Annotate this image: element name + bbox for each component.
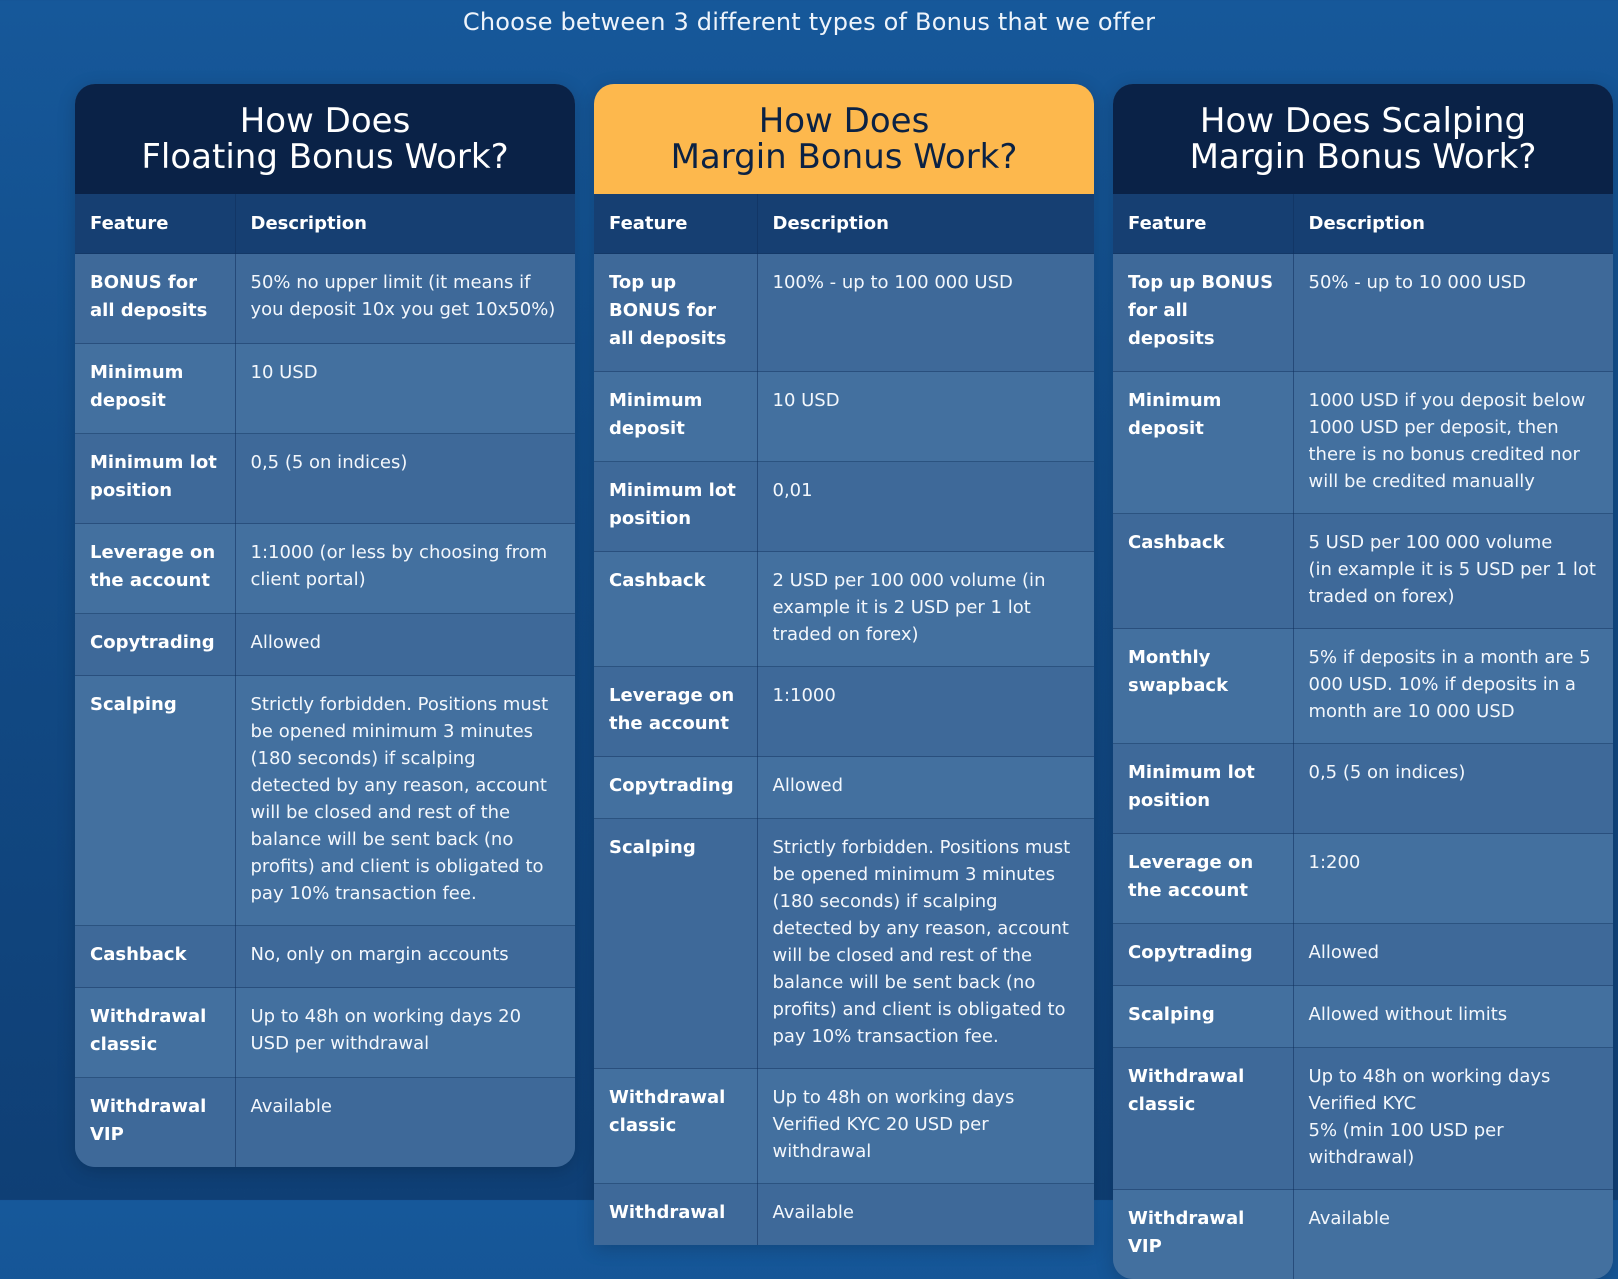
table-row (594, 372, 1094, 462)
feature-cell: Scalping (75, 676, 235, 926)
description-cell: 1:1000 (757, 667, 1094, 757)
description-cell: Up to 48h on working days Verified KYC 5% (min 100 USD per withdrawal) (1293, 1048, 1613, 1190)
description-cell: Strictly forbidden. Positions must be opened minimum 3 minutes (180 seconds) if scalping detected by any reason, account will be closed and rest of the balance will be sent back (no profits) and client is obligated to pay 10% transaction fee. (235, 676, 575, 926)
table-row (594, 757, 1094, 819)
description-cell: Up to 48h on working days 20 USD per withdrawal (235, 988, 575, 1078)
description-column-header: Description (235, 194, 575, 254)
feature-cell: Leverage on the account (594, 667, 757, 757)
description-cell: 0,5 (5 on indices) (235, 434, 575, 524)
description-cell: 1:200 (1293, 834, 1613, 924)
feature-cell: Withdrawal classic (594, 1069, 757, 1184)
table-row (1113, 744, 1613, 834)
table-row (594, 1184, 1094, 1246)
feature-cell: Minimum deposit (1113, 372, 1293, 514)
table-row (75, 614, 575, 676)
table-header-row (1113, 194, 1613, 254)
description-cell: 1:1000 (or less by choosing from client portal) (235, 524, 575, 614)
feature-column-header: Feature (75, 194, 235, 254)
feature-cell: BONUS for all deposits (75, 254, 235, 344)
feature-cell: Minimum lot position (1113, 744, 1293, 834)
description-cell: 10 USD (757, 372, 1094, 462)
table-row (594, 667, 1094, 757)
scalping-margin-bonus-title: How Does Scalping Margin Bonus Work? (1113, 84, 1613, 194)
feature-cell: Withdrawal VIP (1113, 1190, 1293, 1279)
description-cell: 50% - up to 10 000 USD (1293, 254, 1613, 372)
table-row (75, 988, 575, 1078)
table-row (1113, 629, 1613, 744)
description-cell: 5% if deposits in a month are 5 000 USD. 10% if deposits in a month are 10 000 USD (1293, 629, 1613, 744)
table-row (594, 254, 1094, 372)
description-column-header: Description (757, 194, 1094, 254)
table-row (594, 819, 1094, 1069)
margin-bonus-title: How Does Margin Bonus Work? (594, 84, 1094, 194)
feature-cell: Minimum lot position (594, 462, 757, 552)
description-cell: Available (1293, 1190, 1613, 1279)
table-row (75, 1078, 575, 1168)
feature-cell: Withdrawal (594, 1184, 757, 1246)
description-cell: 50% no upper limit (it means if you deposit 10x you get 10x50%) (235, 254, 575, 344)
scalping-margin-bonus-table (1113, 194, 1613, 1279)
description-cell: Allowed (235, 614, 575, 676)
description-cell: Available (235, 1078, 575, 1168)
table-row (1113, 1190, 1613, 1279)
feature-cell: Minimum deposit (75, 344, 235, 434)
description-cell: 10 USD (235, 344, 575, 434)
feature-cell: Scalping (1113, 986, 1293, 1048)
floating-bonus-title: How Does Floating Bonus Work? (75, 84, 575, 194)
table-row (1113, 834, 1613, 924)
table-row (1113, 1048, 1613, 1190)
table-row (1113, 514, 1613, 629)
feature-cell: Monthly swapback (1113, 629, 1293, 744)
feature-cell: Minimum lot position (75, 434, 235, 524)
floating-bonus-table (75, 194, 575, 1167)
table-row (1113, 372, 1613, 514)
description-cell: 5 USD per 100 000 volume (in example it is 5 USD per 1 lot traded on forex) (1293, 514, 1613, 629)
scalping-margin-bonus-card (1113, 84, 1613, 1279)
table-row (1113, 254, 1613, 372)
table-row (75, 926, 575, 988)
feature-column-header: Feature (1113, 194, 1293, 254)
description-cell: 0,01 (757, 462, 1094, 552)
description-cell: Allowed without limits (1293, 986, 1613, 1048)
table-row (1113, 924, 1613, 986)
feature-cell: Copytrading (594, 757, 757, 819)
table-row (75, 254, 575, 344)
feature-cell: Leverage on the account (75, 524, 235, 614)
description-cell: 100% - up to 100 000 USD (757, 254, 1094, 372)
table-row (1113, 986, 1613, 1048)
feature-cell: Cashback (1113, 514, 1293, 629)
table-row (594, 552, 1094, 667)
table-header-row (75, 194, 575, 254)
feature-cell: Withdrawal classic (75, 988, 235, 1078)
margin-bonus-table (594, 194, 1094, 1245)
feature-cell: Top up BONUS for all deposits (594, 254, 757, 372)
feature-cell: Minimum deposit (594, 372, 757, 462)
floating-bonus-card (75, 84, 575, 1167)
feature-cell: Withdrawal VIP (75, 1078, 235, 1168)
table-row (75, 676, 575, 926)
feature-cell: Cashback (75, 926, 235, 988)
feature-cell: Cashback (594, 552, 757, 667)
feature-cell: Withdrawal classic (1113, 1048, 1293, 1190)
description-cell: 2 USD per 100 000 volume (in example it is 2 USD per 1 lot traded on forex) (757, 552, 1094, 667)
description-cell: Strictly forbidden. Positions must be opened minimum 3 minutes (180 seconds) if scalping detected by any reason, account will be closed and rest of the balance will be sent back (no profits) and client is obligated to pay 10% transaction fee. (757, 819, 1094, 1069)
table-row (594, 1069, 1094, 1184)
feature-cell: Top up BONUS for all deposits (1113, 254, 1293, 372)
feature-cell: Copytrading (75, 614, 235, 676)
description-cell: Available (757, 1184, 1094, 1246)
feature-cell: Copytrading (1113, 924, 1293, 986)
description-cell: 0,5 (5 on indices) (1293, 744, 1613, 834)
description-cell: 1000 USD if you deposit below 1000 USD per deposit, then there is no bonus credited nor will be credited manually (1293, 372, 1613, 514)
description-column-header: Description (1293, 194, 1613, 254)
table-header-row (594, 194, 1094, 254)
margin-bonus-card (594, 84, 1094, 1245)
table-row (594, 462, 1094, 552)
table-row (75, 434, 575, 524)
feature-column-header: Feature (594, 194, 757, 254)
description-cell: Up to 48h on working days Verified KYC 20 USD per withdrawal (757, 1069, 1094, 1184)
feature-cell: Leverage on the account (1113, 834, 1293, 924)
feature-cell: Scalping (594, 819, 757, 1069)
table-row (75, 524, 575, 614)
description-cell: No, only on margin accounts (235, 926, 575, 988)
description-cell: Allowed (1293, 924, 1613, 986)
page-headline: Choose between 3 different types of Bonus that we offer (0, 8, 1618, 36)
table-row (75, 344, 575, 434)
description-cell: Allowed (757, 757, 1094, 819)
